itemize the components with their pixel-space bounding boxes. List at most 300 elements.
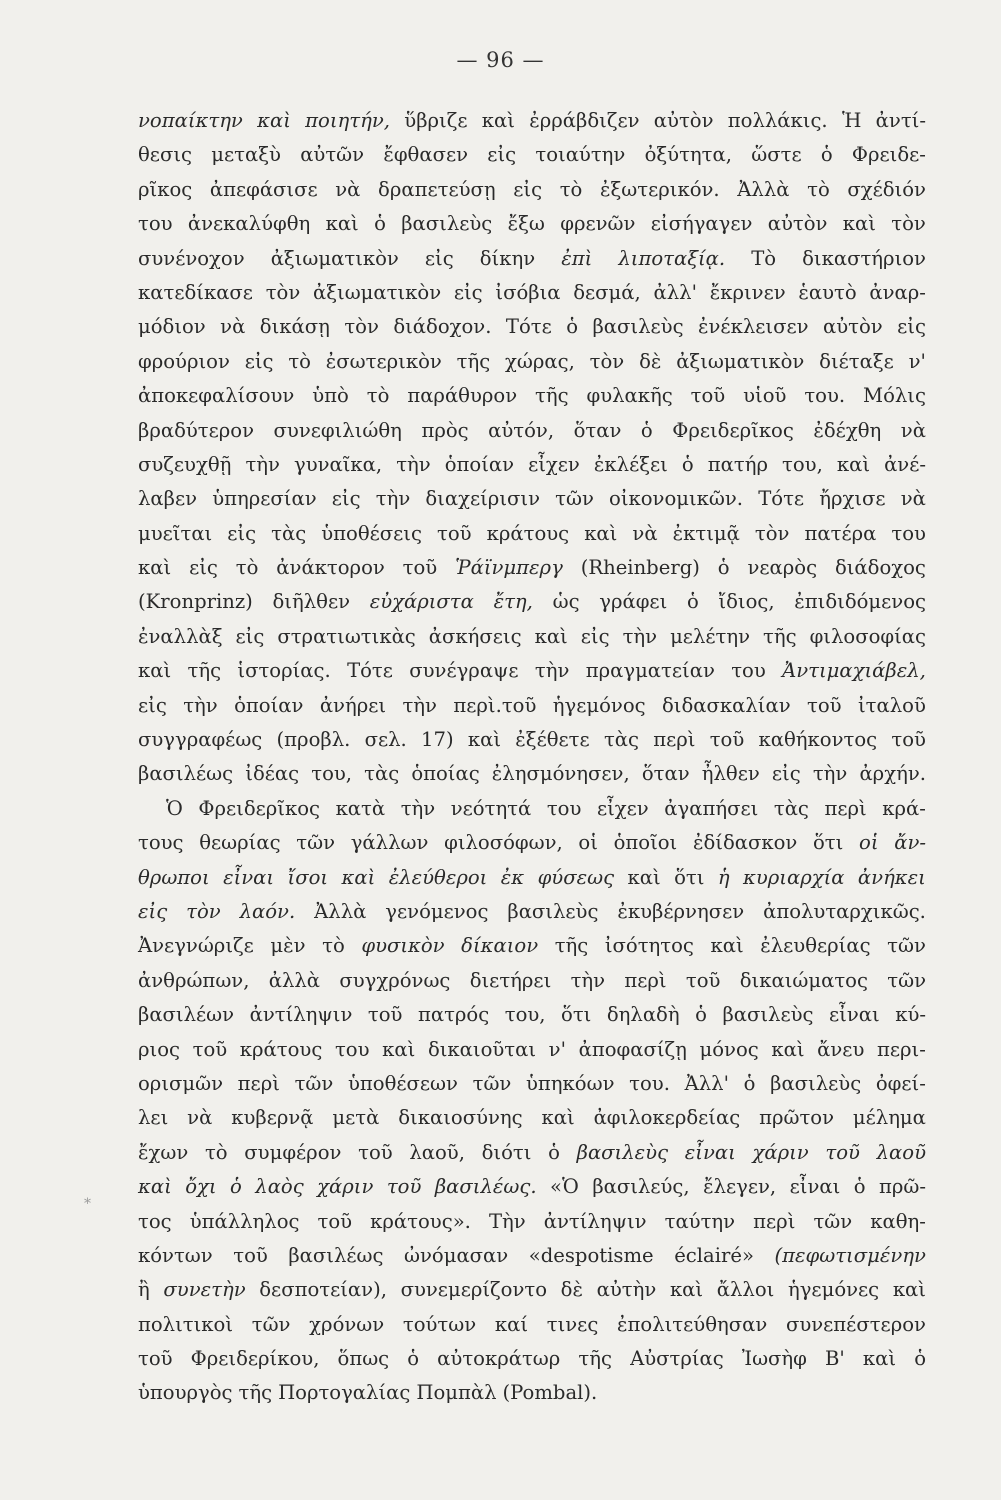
word: ἀναρ- bbox=[869, 280, 926, 304]
text-line bbox=[138, 792, 926, 826]
word: δικαιοσύνης bbox=[398, 1106, 523, 1130]
word: ἢ bbox=[138, 1278, 150, 1302]
word: αὐτὴν bbox=[596, 1278, 657, 1302]
word: ἡγεμόνος bbox=[552, 693, 646, 717]
word: υἱοῦ bbox=[743, 384, 787, 408]
word: τῶν bbox=[555, 487, 594, 511]
word: τος bbox=[138, 1209, 172, 1233]
word: τῶν bbox=[887, 934, 926, 958]
word: περὶ bbox=[653, 728, 696, 752]
word: ἡγεμόνες bbox=[787, 1278, 880, 1302]
word: καθήκοντος bbox=[758, 728, 878, 752]
word: ἔκρινεν bbox=[709, 280, 786, 304]
word: δεσμά, bbox=[573, 280, 641, 304]
word: περὶ bbox=[753, 1209, 796, 1233]
italic-word: ἄν- bbox=[894, 831, 926, 855]
word: συνέγραψε bbox=[409, 659, 519, 683]
italic-word: ἀνήκει bbox=[857, 865, 926, 889]
word: (Rheinberg) bbox=[580, 556, 700, 580]
word: μυεῖται bbox=[138, 521, 213, 545]
word: διάδοχος bbox=[834, 556, 926, 580]
word: ἐπολιτεύθησαν bbox=[617, 1312, 768, 1336]
word: ὑπὸ bbox=[312, 384, 349, 408]
word: Ἀλλὰ bbox=[737, 177, 790, 201]
word: ἔλεγεν, bbox=[703, 1175, 777, 1199]
word: ὕβριζε bbox=[404, 109, 468, 132]
text-line bbox=[138, 585, 926, 619]
italic-word: θρωποι bbox=[138, 865, 210, 889]
word: ἀντί- bbox=[875, 109, 926, 132]
italic-word: ὄχι bbox=[185, 1175, 217, 1199]
word: ἀντίληψιν bbox=[543, 1209, 647, 1233]
word: μελέτην bbox=[670, 624, 751, 648]
word: τὴν bbox=[622, 624, 658, 648]
word: διότι bbox=[481, 1140, 532, 1164]
word: καὶ bbox=[669, 1278, 704, 1302]
word: ἄνευ bbox=[817, 1037, 865, 1061]
word: νὰ bbox=[632, 521, 658, 545]
word: ὁ bbox=[717, 556, 730, 580]
word: τὸν bbox=[754, 521, 790, 545]
word: ἐρράβδιζεν bbox=[529, 109, 640, 132]
word: εἰς bbox=[513, 177, 543, 201]
word: πρῶ- bbox=[879, 1175, 926, 1199]
word: ὅπως bbox=[337, 1347, 390, 1371]
word: καὶ bbox=[325, 212, 359, 236]
text-line bbox=[138, 1205, 926, 1239]
word: ἐλευθερίας bbox=[760, 934, 871, 958]
word: Φρειδερῖκος bbox=[672, 418, 794, 442]
word: χρόνων bbox=[309, 1312, 385, 1336]
word: ὁ bbox=[566, 315, 579, 339]
word: τοῦ bbox=[138, 1347, 173, 1371]
word: πολιτικοὶ bbox=[138, 1312, 234, 1336]
word: κατὰ bbox=[335, 796, 386, 820]
word: πατέρα bbox=[804, 521, 877, 545]
word: μόνος bbox=[699, 1037, 759, 1061]
word: ἴδιος, bbox=[718, 590, 775, 614]
word: Ἀλλ' bbox=[684, 1071, 729, 1095]
word: (Kronprinz) bbox=[138, 590, 253, 614]
word: ὀξύτητα, bbox=[644, 143, 732, 167]
text-line bbox=[138, 929, 926, 963]
word: ορισμῶν bbox=[138, 1071, 223, 1095]
word: εἰς bbox=[771, 762, 801, 786]
italic-word: λαόν. bbox=[239, 899, 296, 923]
word: κατεδίκασε bbox=[138, 280, 253, 304]
word: ν' bbox=[548, 1037, 566, 1061]
word: γενόμενος bbox=[385, 899, 489, 923]
word: τῶν bbox=[251, 1312, 291, 1336]
word: αὐτὸν bbox=[653, 109, 714, 132]
text-line bbox=[138, 723, 926, 757]
word: πατήρ bbox=[707, 452, 768, 476]
text-line bbox=[138, 379, 926, 413]
word: ὡς bbox=[552, 590, 580, 614]
word: ἰσότητος bbox=[604, 934, 694, 958]
word: ἐπιδιδόμενος bbox=[794, 590, 926, 614]
italic-word: τὸν bbox=[186, 899, 221, 923]
word: Φρειδε- bbox=[851, 143, 926, 167]
word: ἀνθρώπων, bbox=[138, 968, 250, 992]
word: βασιλεὺς bbox=[401, 212, 493, 236]
text-line bbox=[138, 104, 926, 138]
italic-word: ὁ bbox=[230, 1175, 242, 1199]
word: ἐκτιμᾷ bbox=[672, 521, 740, 545]
word: Ἰωσὴφ bbox=[741, 1347, 807, 1371]
word: καθη- bbox=[870, 1209, 926, 1233]
word: συγχρόνως bbox=[339, 968, 451, 992]
word: εἰς bbox=[244, 349, 274, 373]
word: ἐκλέξει bbox=[593, 452, 668, 476]
word: ἰδέας bbox=[245, 762, 300, 786]
italic-word: βασιλεὺς bbox=[576, 1140, 669, 1164]
word: νὰ bbox=[335, 177, 361, 201]
word: τῆς bbox=[578, 1347, 612, 1371]
word: τῶν bbox=[294, 1071, 334, 1095]
word: ἀποφασίζῃ bbox=[578, 1037, 687, 1061]
word: τοῦ bbox=[192, 1037, 228, 1061]
word: ἐνέκλεισεν bbox=[698, 315, 809, 339]
word: σχέδιόν bbox=[847, 177, 926, 201]
word: βασιλέως bbox=[288, 1243, 384, 1267]
word: ἰσόβια bbox=[495, 280, 561, 304]
word: καί bbox=[494, 1312, 529, 1336]
word: γάλλων bbox=[350, 831, 429, 855]
word: Τότε bbox=[505, 315, 552, 339]
text-line bbox=[138, 448, 926, 482]
word: τῆς bbox=[535, 384, 569, 408]
word: φιλοσοφίας bbox=[809, 624, 926, 648]
italic-word: (πεφωτισμένην bbox=[774, 1243, 926, 1267]
word: λαοῦ, bbox=[409, 1140, 465, 1164]
italic-word: λαὸς bbox=[255, 1175, 304, 1199]
word: τοῦ bbox=[317, 1209, 353, 1233]
word: καὶ bbox=[138, 659, 172, 683]
word: νεαρὸς bbox=[747, 556, 818, 580]
word: Τότε bbox=[347, 659, 393, 683]
word: συνεμερίζοντο bbox=[400, 1278, 548, 1302]
word: ὁ bbox=[853, 1175, 866, 1199]
word: στρατιωτικὰς bbox=[277, 624, 416, 648]
word: βασιλεὺς bbox=[770, 1071, 862, 1095]
word: «despotisme bbox=[528, 1243, 654, 1267]
word: ἀξιωματικὸν bbox=[270, 246, 399, 270]
word: διδασκαλίαν bbox=[662, 693, 791, 717]
word: περι- bbox=[877, 1037, 926, 1061]
word: ὠνόμασαν bbox=[404, 1243, 509, 1267]
word: Μόλις bbox=[863, 384, 926, 408]
word: διαχείρισιν bbox=[425, 487, 540, 511]
word: εἰσήγαγεν bbox=[650, 212, 753, 236]
word: τὴν bbox=[402, 693, 437, 717]
word: τῆς bbox=[187, 659, 222, 683]
word: καὶ bbox=[836, 452, 871, 476]
italic-word: δίκαιον bbox=[461, 934, 539, 958]
text-line bbox=[138, 757, 926, 791]
word: ἀπεφάσισε bbox=[209, 177, 318, 201]
word: εἰς bbox=[189, 556, 218, 580]
body-text bbox=[138, 104, 926, 1411]
word: ἐσωτερικὸν bbox=[325, 349, 442, 373]
italic-word: τοῦ bbox=[825, 1140, 860, 1164]
word: τοῦ bbox=[437, 521, 472, 545]
word: ἦλθεν bbox=[701, 762, 760, 786]
word: εἰς bbox=[331, 487, 361, 511]
word: ὁ bbox=[686, 590, 699, 614]
word: φρούριον bbox=[138, 349, 230, 373]
italic-word: καὶ bbox=[138, 1175, 172, 1199]
italic-word: λαοῦ bbox=[876, 1140, 926, 1164]
word: βασιλέως bbox=[138, 762, 234, 786]
word: καὶ bbox=[710, 934, 744, 958]
word: τὸν bbox=[891, 212, 926, 236]
italic-word: εἰς bbox=[138, 899, 168, 923]
word: γυναῖκα, bbox=[293, 452, 383, 476]
word: του. bbox=[629, 1071, 670, 1095]
word: πρὸς bbox=[421, 418, 469, 442]
italic-word: χάριν bbox=[317, 1175, 374, 1199]
word: τούτων bbox=[402, 1312, 477, 1336]
word: εἶναι bbox=[789, 1175, 841, 1199]
word: συμφέρον bbox=[244, 1140, 342, 1164]
word: τῶν bbox=[296, 831, 336, 855]
word: τῶν bbox=[472, 1071, 512, 1095]
text-line bbox=[138, 1170, 926, 1204]
word: νὰ bbox=[220, 315, 246, 339]
word: ἐξέθετε bbox=[515, 728, 590, 752]
word: ὁ bbox=[820, 143, 833, 167]
word: τὸ bbox=[322, 934, 345, 958]
word: (Pombal). bbox=[502, 1381, 598, 1405]
word: παράθυρον bbox=[407, 384, 518, 408]
word: βασιλεὺς bbox=[592, 315, 684, 339]
page-number: — 96 — bbox=[456, 48, 545, 72]
word: Πομπὰλ bbox=[416, 1381, 497, 1405]
word: περὶ bbox=[237, 1071, 280, 1095]
word: νὰ bbox=[900, 418, 926, 442]
word: Φρειδερίκου, bbox=[190, 1347, 320, 1371]
word: βασιλεὺς bbox=[722, 1003, 814, 1027]
word: ἀρχήν. bbox=[859, 762, 926, 786]
word: ὁποίαν bbox=[444, 452, 515, 476]
word: του, bbox=[311, 762, 353, 786]
word: ἄλλοι bbox=[716, 1278, 775, 1302]
word: τὰς bbox=[603, 728, 639, 752]
word: Φρειδερῖκος bbox=[198, 796, 320, 820]
word: ὅτι bbox=[561, 1003, 592, 1027]
italic-word: τοῦ bbox=[386, 1175, 422, 1199]
text-line bbox=[138, 138, 926, 172]
text-line bbox=[138, 998, 926, 1032]
word: δικαιώματος bbox=[739, 968, 868, 992]
word: κράτους». bbox=[370, 1209, 471, 1233]
word: ἐλησμόνησεν, bbox=[491, 762, 630, 786]
word: τοῦ bbox=[891, 728, 926, 752]
italic-word: νοπαίκτην bbox=[138, 109, 243, 132]
word: διῆλθεν bbox=[272, 590, 351, 614]
word: ἰταλοῦ bbox=[858, 693, 926, 717]
word: δικαιοῦται bbox=[427, 1037, 537, 1061]
word: τῶν bbox=[813, 1209, 853, 1233]
word: τὸ bbox=[235, 556, 259, 580]
text-line bbox=[138, 1273, 926, 1307]
text-line bbox=[138, 1308, 926, 1342]
word: πολλάκις. bbox=[727, 109, 828, 132]
word: ν' bbox=[908, 349, 926, 373]
word: κύ- bbox=[895, 1003, 926, 1027]
word: συνένοχον bbox=[138, 246, 245, 270]
word: δίκην bbox=[479, 246, 536, 270]
word: ἀντίληψιν bbox=[249, 1003, 353, 1027]
italic-word: ποιητήν, bbox=[305, 109, 390, 132]
word: δηλαδὴ bbox=[606, 1003, 680, 1027]
word: λαβεν bbox=[138, 487, 198, 511]
word: του, bbox=[504, 1003, 546, 1027]
word: εἰς bbox=[235, 624, 265, 648]
word: πραγματείαν bbox=[585, 659, 715, 683]
word: ὁ bbox=[407, 1347, 420, 1371]
word: ριος bbox=[138, 1037, 180, 1061]
word: εἶναι bbox=[829, 1003, 880, 1027]
word: (προβλ. bbox=[276, 728, 351, 752]
word: αὐτῶν bbox=[300, 143, 365, 167]
word: ὅταν bbox=[573, 418, 622, 442]
word: ὁποίας bbox=[411, 762, 480, 786]
word: ἀλλ' bbox=[653, 280, 697, 304]
word: εἰς bbox=[487, 143, 517, 167]
word: Αὐστρίας bbox=[630, 1347, 724, 1371]
word: φυλακῆς bbox=[586, 384, 673, 408]
word: τὴν bbox=[534, 659, 570, 683]
word: τὴν bbox=[375, 487, 411, 511]
word: ὑπάλληλος bbox=[189, 1209, 300, 1233]
word: καὶ bbox=[534, 624, 568, 648]
word: μεταξὺ bbox=[211, 143, 281, 167]
italic-word: χάριν bbox=[752, 1140, 809, 1164]
word: ἀγαπήσει bbox=[664, 796, 759, 820]
text-line bbox=[138, 482, 926, 516]
word: ἀπολυταρχικῶς. bbox=[763, 899, 926, 923]
word: ἑαυτὸ bbox=[798, 280, 857, 304]
word: τοῦ bbox=[690, 384, 726, 408]
word: λει bbox=[138, 1106, 169, 1130]
word: ἔξω bbox=[507, 212, 545, 236]
word: νὰ bbox=[900, 487, 926, 511]
word: ὁ bbox=[548, 1140, 560, 1164]
word: καὶ bbox=[467, 728, 502, 752]
word: ἐξωτερικόν. bbox=[599, 177, 720, 201]
text-line bbox=[138, 345, 926, 379]
word: του bbox=[546, 796, 582, 820]
word: ἐδίδασκον bbox=[692, 831, 798, 855]
word: ὑποθέσεις bbox=[321, 521, 422, 545]
word: περὶ.τοῦ bbox=[453, 693, 537, 717]
word: βασιλεὺς bbox=[507, 899, 599, 923]
italic-word: λιποταξίᾳ. bbox=[618, 246, 726, 270]
word: εἰς bbox=[424, 246, 454, 270]
word: δὲ bbox=[639, 349, 662, 373]
word: τὴν bbox=[183, 693, 218, 717]
word: τοῦ bbox=[358, 1140, 393, 1164]
word: Τότε bbox=[758, 487, 805, 511]
text-line bbox=[138, 1342, 926, 1376]
word: τὰς bbox=[364, 762, 400, 786]
word: ἀφιλοκερδείας bbox=[593, 1106, 741, 1130]
word: θεωρίας bbox=[199, 831, 281, 855]
word: ὁ bbox=[374, 212, 386, 236]
text-line bbox=[138, 895, 926, 929]
italic-word: ἐκ bbox=[500, 865, 525, 889]
italic-word: ἐπὶ bbox=[561, 246, 593, 270]
word: ἀξιωματικὸν bbox=[676, 349, 805, 373]
word: 17) bbox=[421, 728, 454, 752]
margin-mark: * bbox=[84, 1196, 91, 1212]
italic-word: εἶναι bbox=[223, 865, 275, 889]
word: δὲ bbox=[560, 1278, 583, 1302]
word: καὶ bbox=[862, 1347, 897, 1371]
word: τοῦ bbox=[709, 728, 745, 752]
text-line bbox=[138, 414, 926, 448]
word: ἔχων bbox=[138, 1140, 189, 1164]
word: τοῦ bbox=[233, 1243, 268, 1267]
word: τὸ bbox=[288, 349, 311, 373]
word: τοῦ bbox=[402, 556, 438, 580]
word: διέταξε bbox=[819, 349, 894, 373]
word: Β' bbox=[825, 1347, 845, 1371]
word: τὸν bbox=[344, 315, 379, 339]
text-line bbox=[138, 551, 926, 585]
word: Τὸ bbox=[751, 246, 777, 270]
word: θεσις bbox=[138, 143, 192, 167]
word: ὅτι bbox=[674, 865, 705, 889]
word: δικαστήριον bbox=[802, 246, 926, 270]
word: τοῦ bbox=[807, 693, 842, 717]
text-line bbox=[138, 517, 926, 551]
word: ὁ bbox=[640, 418, 653, 442]
italic-word: ἔτη, bbox=[493, 590, 533, 614]
word: ἐναλλὰξ bbox=[138, 624, 223, 648]
word: αὐτόν, bbox=[488, 418, 555, 442]
word: ἔφθασεν bbox=[383, 143, 469, 167]
word: διετήρει bbox=[469, 968, 552, 992]
word: καὶ bbox=[627, 865, 661, 889]
word: τὴν bbox=[245, 452, 280, 476]
word: περὶ bbox=[624, 968, 667, 992]
text-line bbox=[138, 689, 926, 723]
word: τοῦ bbox=[685, 968, 721, 992]
word: δραπετεύσῃ bbox=[378, 177, 496, 201]
word: ἀνάκτορον bbox=[276, 556, 385, 580]
word: ὥστε bbox=[751, 143, 802, 167]
word: του bbox=[891, 521, 926, 545]
word: καὶ bbox=[382, 1037, 416, 1061]
word: καὶ bbox=[842, 212, 876, 236]
word: εἰς bbox=[227, 521, 257, 545]
word: τοιαύτην bbox=[535, 143, 626, 167]
text-line bbox=[138, 654, 926, 688]
word: βραδύτερον bbox=[138, 418, 255, 442]
italic-word: ἡ bbox=[717, 865, 730, 889]
text-line bbox=[138, 964, 926, 998]
word: τὸ bbox=[559, 177, 583, 201]
word: κράτους bbox=[239, 1037, 323, 1061]
word: ὁ bbox=[914, 1347, 926, 1371]
text-line bbox=[138, 826, 926, 860]
word: καὶ bbox=[541, 1106, 575, 1130]
italic-word: εὐχάριστα bbox=[369, 590, 474, 614]
word: τὴν bbox=[812, 762, 848, 786]
